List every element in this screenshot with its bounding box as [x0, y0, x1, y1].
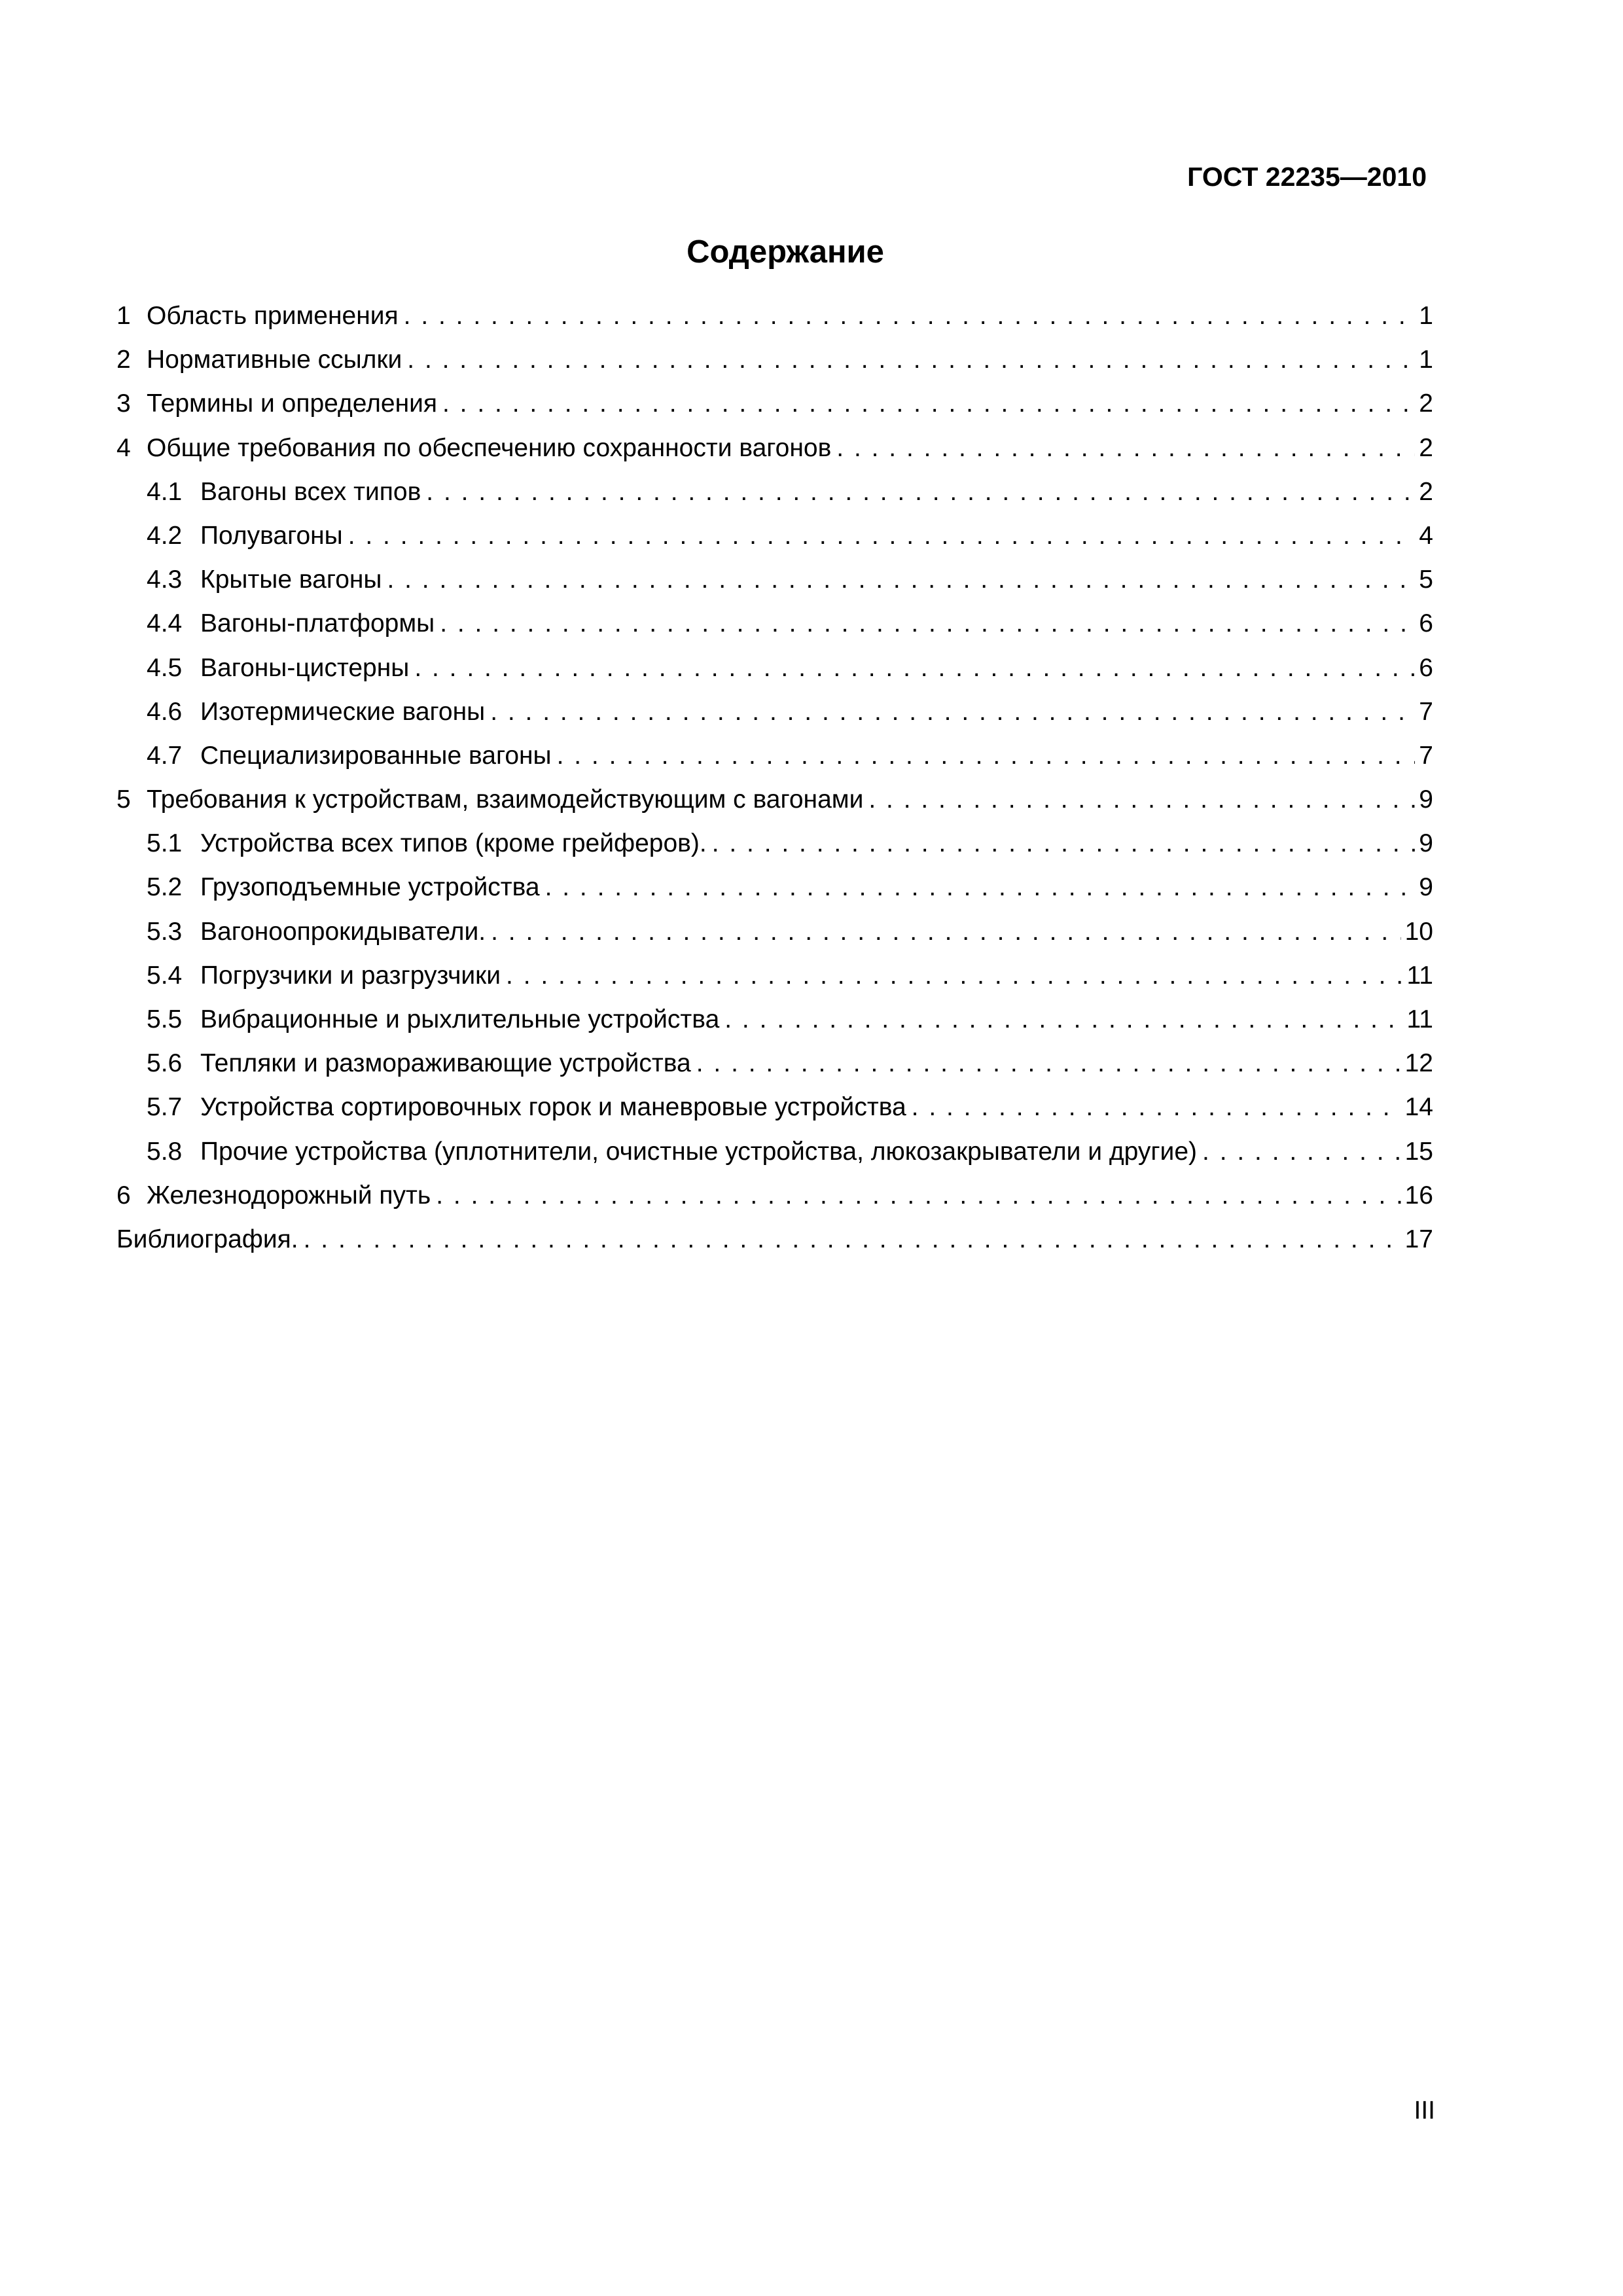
page-number: III	[1414, 2096, 1435, 2125]
toc-entry-number: 4.4	[147, 609, 183, 638]
toc-entry-page: 7	[1419, 741, 1433, 770]
toc-entry-page: 11	[1406, 1005, 1433, 1033]
toc-entry[interactable]	[116, 960, 1433, 1003]
dot-leader	[436, 1179, 1400, 1212]
dot-leader	[491, 916, 1400, 948]
toc-entry-number: 6	[116, 1181, 131, 1210]
dot-leader	[414, 652, 1415, 685]
toc-entry-title: Вагоны всех типов	[200, 477, 421, 506]
dot-leader	[912, 1091, 1401, 1124]
toc-entry[interactable]	[116, 520, 1433, 564]
toc-entry-number: 4.6	[147, 697, 183, 726]
toc-entry[interactable]	[116, 827, 1433, 871]
toc-entry-title: Вагоноопрокидыватели.	[200, 917, 486, 946]
toc-entry-title: Тепляки и размораживающие устройства	[200, 1049, 691, 1078]
toc-entry[interactable]	[116, 916, 1433, 960]
toc-entry-title: Устройства сортировочных горок и маневровые устройства	[200, 1093, 906, 1122]
toc-entry-page: 9	[1419, 785, 1433, 814]
toc-entry-number: 5.3	[147, 917, 183, 946]
toc-entry[interactable]	[116, 300, 1433, 344]
toc-entry-page: 17	[1404, 1225, 1433, 1253]
toc-entry-page: 5	[1419, 565, 1433, 594]
toc-entry-title: Грузоподъемные устройства	[200, 873, 540, 902]
toc-entry-title: Прочие устройства (уплотнители, очистные устройства, люкозакрыватели и другие)	[200, 1137, 1198, 1166]
dot-leader	[407, 344, 1415, 376]
toc-entry[interactable]	[116, 1003, 1433, 1047]
dot-leader	[490, 696, 1415, 728]
toc-entry[interactable]	[116, 1223, 1433, 1267]
toc-entry-number: 5.8	[147, 1137, 183, 1166]
toc-entry[interactable]	[116, 432, 1433, 476]
dot-leader	[836, 432, 1415, 465]
toc-entry-page: 12	[1404, 1049, 1433, 1078]
toc-entry[interactable]	[116, 564, 1433, 607]
dot-leader	[557, 740, 1416, 772]
dot-leader	[868, 783, 1415, 816]
toc-entry-number: 4.3	[147, 565, 183, 594]
toc-entry-title: Крытые вагоны	[200, 565, 382, 594]
toc-entry-page: 7	[1419, 697, 1433, 726]
toc-entry-number: 5.6	[147, 1049, 183, 1078]
toc-entry-number: 4	[116, 433, 131, 462]
toc-entry-title: Устройства всех типов (кроме грейферов).	[200, 829, 707, 858]
toc-entry-title: Специализированные вагоны	[200, 741, 552, 770]
toc-entry-page: 15	[1404, 1137, 1433, 1166]
toc-entry-number: 5.7	[147, 1093, 183, 1122]
dot-leader	[724, 1003, 1402, 1036]
toc-entry[interactable]	[116, 1091, 1433, 1135]
dot-leader	[304, 1223, 1401, 1256]
toc-entry-page: 10	[1404, 917, 1433, 946]
dot-leader	[442, 387, 1415, 420]
toc-entry-page: 2	[1419, 433, 1433, 462]
toc-entry-number: 5.2	[147, 873, 183, 902]
toc-entry-page: 11	[1406, 961, 1433, 990]
toc-entry-title: Вагоны-цистерны	[200, 653, 410, 682]
toc-entry[interactable]	[116, 1179, 1433, 1223]
toc-entry-title: Термины и определения	[147, 389, 438, 418]
toc-entry[interactable]	[116, 696, 1433, 740]
toc-entry-number: 4.2	[147, 521, 183, 550]
toc-entry-number: 1	[116, 302, 131, 330]
toc-entry[interactable]	[116, 387, 1433, 431]
toc-entry-number: 5	[116, 785, 131, 814]
toc-entry-title: Библиография.	[116, 1225, 298, 1253]
toc-entry[interactable]	[116, 783, 1433, 827]
dot-leader	[348, 520, 1416, 552]
toc-entry-page: 6	[1419, 609, 1433, 638]
toc-entry-number: 4.5	[147, 653, 183, 682]
toc-entry-number: 4.7	[147, 741, 183, 770]
toc-entry-title: Погрузчики и разгрузчики	[200, 961, 501, 990]
toc-entry-page: 1	[1419, 346, 1433, 374]
toc-entry-title: Полувагоны	[200, 521, 343, 550]
dot-leader	[712, 827, 1416, 860]
toc-entry-title: Вагоны-платформы	[200, 609, 435, 638]
toc-entry[interactable]	[116, 1047, 1433, 1091]
toc-entry-page: 6	[1419, 653, 1433, 682]
toc-entry-title: Нормативные ссылки	[147, 346, 402, 374]
toc-entry[interactable]	[116, 871, 1433, 915]
toc-entry-title: Область применения	[147, 302, 399, 330]
toc-entry-title: Железнодорожный путь	[147, 1181, 431, 1210]
toc-entry-number: 5.1	[147, 829, 183, 858]
toc-entry[interactable]	[116, 476, 1433, 520]
dot-leader	[506, 960, 1402, 992]
toc-entry-page: 1	[1419, 302, 1433, 330]
toc-title: Содержание	[687, 234, 884, 270]
toc-entry[interactable]	[116, 1136, 1433, 1179]
toc-entry-page: 9	[1419, 829, 1433, 858]
toc-entry-number: 3	[116, 389, 131, 418]
dot-leader	[545, 871, 1416, 904]
toc-entry-page: 14	[1404, 1093, 1433, 1122]
toc-entry[interactable]	[116, 740, 1433, 783]
table-of-contents	[116, 300, 1433, 1267]
dot-leader	[426, 476, 1415, 509]
toc-entry-title: Требования к устройствам, взаимодействующим с вагонами	[147, 785, 864, 814]
toc-entry-number: 5.5	[147, 1005, 183, 1033]
toc-entry-page: 9	[1419, 873, 1433, 902]
toc-entry[interactable]	[116, 652, 1433, 696]
toc-entry-page: 4	[1419, 521, 1433, 550]
dot-leader	[387, 564, 1415, 596]
toc-entry-page: 2	[1419, 477, 1433, 506]
toc-entry-number: 2	[116, 346, 131, 374]
dot-leader	[404, 300, 1416, 332]
document-id: ГОСТ 22235—2010	[1187, 162, 1427, 192]
toc-entry-title: Общие требования по обеспечению сохранности вагонов	[147, 433, 832, 462]
toc-entry-page: 2	[1419, 389, 1433, 418]
toc-entry-number: 5.4	[147, 961, 183, 990]
toc-entry-number: 4.1	[147, 477, 183, 506]
dot-leader	[696, 1047, 1401, 1080]
toc-entry[interactable]	[116, 607, 1433, 651]
toc-entry-page: 16	[1404, 1181, 1433, 1210]
toc-entry[interactable]	[116, 344, 1433, 387]
toc-entry-title: Вибрационные и рыхлительные устройства	[200, 1005, 720, 1033]
dot-leader	[1202, 1136, 1401, 1168]
dot-leader	[440, 607, 1415, 640]
toc-entry-title: Изотермические вагоны	[200, 697, 486, 726]
